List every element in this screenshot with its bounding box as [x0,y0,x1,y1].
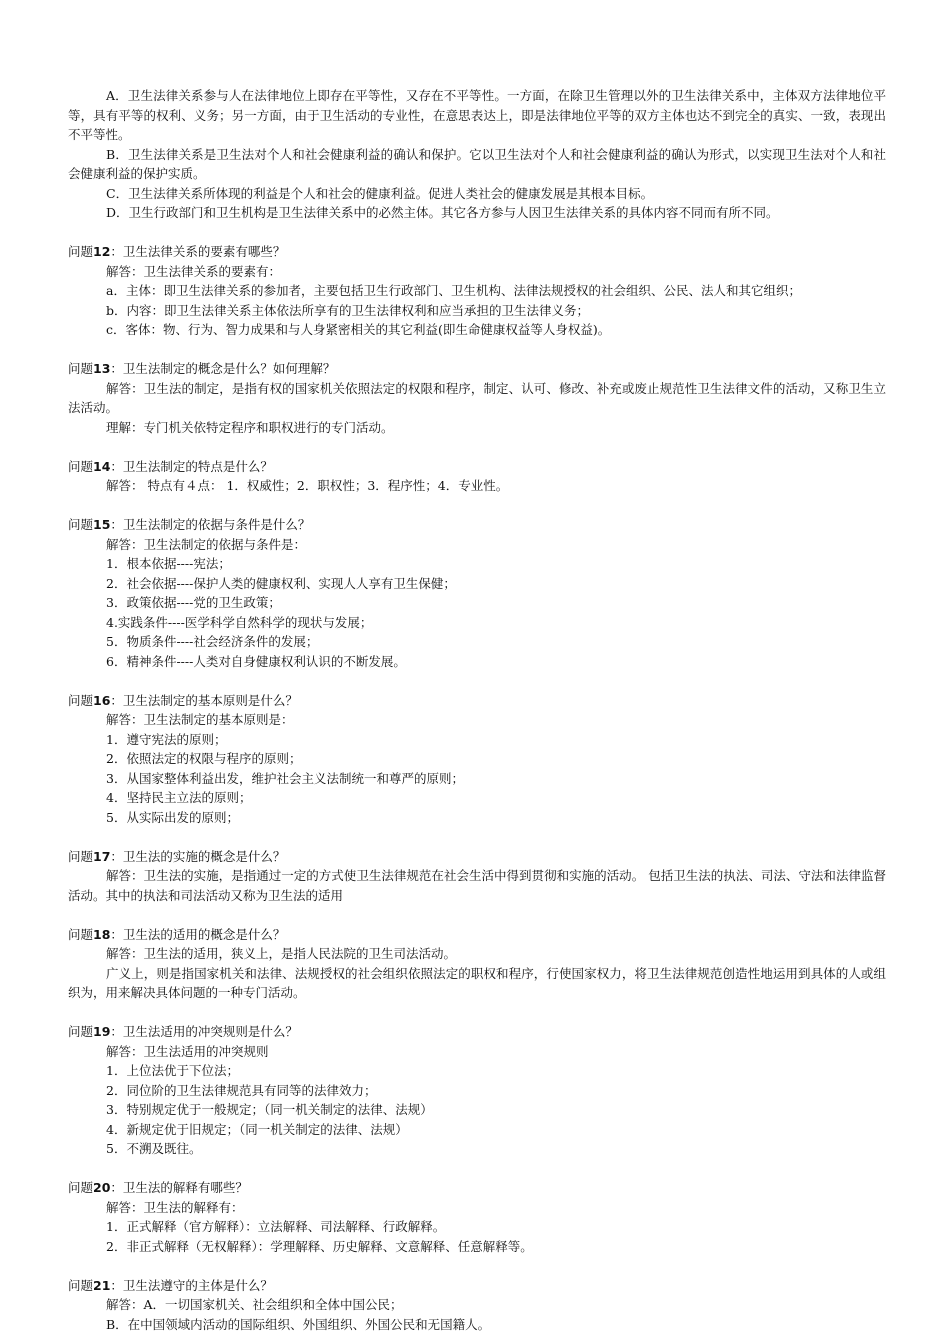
answer-line: b．内容：即卫生法律关系主体依法所享有的卫生法律权利和应当承担的卫生法律义务； [106,302,590,318]
answer-line: 解答：A．一切国家机关、社会组织和全体中国公民； [106,1297,403,1312]
answer-line: 解答：卫生法的实施，是指通过一定的方式使卫生法律规范在社会生活中得到贯彻和实施的活动。 包括卫生法的执法、司法、守法和法律监督活动。其中的执法和司法活动又称为卫生法的适用 [68,868,886,903]
question-heading: 问题19：卫生法适用的冲突规则是什么？ [68,1024,298,1039]
intro-paragraph-d: D．卫生行政部门和卫生机构是卫生法律关系中的必然主体。其它各方参与人因卫生法律关系的具体内容不同而有所不同。 [106,205,779,220]
question-heading: 问题20：卫生法的解释有哪些？ [68,1180,248,1195]
question-17 [68,847,886,906]
answer-line: 2．依照法定的权限与程序的原则； [106,751,302,766]
answer-line: 1．上位法优于下位法； [106,1063,239,1078]
question-heading: 问题18：卫生法的适用的概念是什么？ [68,926,286,942]
answer-line: 解答：卫生法的适用，狭义上，是指人民法院的卫生司法活动。 [106,946,457,961]
answer-line: 解答：卫生法适用的冲突规则 [106,1043,269,1059]
answer-line: 2．同位阶的卫生法律规范具有同等的法律效力； [106,1082,377,1098]
answer-line: 1．遵守宪法的原则； [106,731,227,747]
answer-line: 3．政策依据----党的卫生政策； [106,595,281,610]
answer-line: 1．正式解释（官方解释）：立法解释、司法解释、行政解释。 [106,1219,446,1234]
question-15 [68,515,886,671]
question-heading: 问题14：卫生法制定的特点是什么？ [68,458,273,474]
question-heading: 问题17：卫生法的实施的概念是什么？ [68,848,286,864]
question-13 [68,359,886,437]
answer-line: 4．坚持民主立法的原则； [106,790,252,805]
question-heading: 问题12：卫生法律关系的要素有哪些？ [68,244,286,259]
answer-line: 解答：卫生法制定的依据与条件是： [106,536,307,552]
answer-line: 5．物质条件----社会经济条件的发展； [106,634,319,649]
question-12 [68,242,886,340]
answer-line: 6．精神条件----人类对自身健康权利认识的不断发展。 [106,653,406,669]
answer-line: 解答：卫生法的制定，是指有权的国家机关依照法定的权限和程序，制定、认可、修改、补充或废止规范性卫生法律文件的活动，又称卫生立法活动。 [68,380,886,415]
question-19 [68,1022,886,1159]
answer-line: 5．从实际出发的原则； [106,809,239,825]
answer-line: c．客体：物、行为、智力成果和与人身紧密相关的其它利益(即生命健康权益等人身权益)。 [106,322,611,337]
answer-line: 5．不溯及既往。 [106,1141,202,1156]
intro-paragraph-c: C．卫生法律关系所体现的利益是个人和社会的健康利益。促进人类社会的健康发展是其根本目标。 [106,185,654,201]
intro-paragraph-b: B．卫生法律关系是卫生法对个人和社会健康利益的确认和保护。它以卫生法对个人和社会健康利益的确认为形式，以实现卫生法对个人和社会健康利益的保护实质。 [68,146,886,181]
answer-line: 2．社会依据----保护人类的健康权利、实现人人享有卫生保健； [106,575,456,591]
answer-line: B．在中国领域内活动的国际组织、外国组织、外国公民和无国籍人。 [106,1316,491,1332]
answer-line: 4．新规定优于旧规定；（同一机关制定的法律、法规） [106,1121,408,1137]
answer-line: 2．非正式解释（无权解释）：学理解释、历史解释、文意解释、任意解释等。 [106,1238,533,1254]
answer-line: 解答： 特点有４点： 1．权威性；2．职权性；3．程序性；4．专业性。 [106,478,509,493]
answer-line: 1．根本依据----宪法； [106,556,231,571]
answer-line: 3．从国家整体利益出发，维护社会主义法制统一和尊严的原则； [106,770,464,786]
question-heading: 问题13：卫生法制定的概念是什么？如何理解？ [68,361,336,376]
answer-line: 解答：卫生法律关系的要素有： [106,263,282,279]
question-heading: 问题15：卫生法制定的依据与条件是什么？ [68,517,311,532]
answer-line: 广义上，则是指国家机关和法律、法规授权的社会组织依照法定的职权和程序，行使国家权力，将卫生法律规范创造性地运用到具体的人或组织为，用来解决具体问题的一种专门活动。 [68,965,886,1000]
question-18 [68,925,886,1003]
intro-paragraph-a: A．卫生法律关系参与人在法律地位上即存在平等性，又存在不平等性。一方面，在除卫生管理以外的卫生法律关系中，主体双方法律地位平等，具有平等的权利、义务；另一方面，由于卫生活动的专业性，在意思表达上，即是法律地位平等的双方主体也达不到完全的真实、一致，表现出不平等性。 [68,88,886,142]
answer-line: 3．特别规定优于一般规定；（同一机关制定的法律、法规） [106,1102,433,1117]
answer-line: 理解：专门机关依特定程序和职权进行的专门活动。 [106,419,394,435]
intro-section [68,86,886,223]
question-heading: 问题16：卫生法制定的基本原则是什么？ [68,692,298,708]
answer-line: 4.实践条件----医学科学自然科学的现状与发展； [106,614,373,630]
question-21 [68,1276,886,1335]
answer-line: 解答：卫生法制定的基本原则是： [106,712,294,727]
answer-line: 解答：卫生法的解释有： [106,1199,244,1215]
question-heading: 问题21：卫生法遵守的主体是什么？ [68,1277,273,1293]
question-20 [68,1178,886,1256]
answer-line: a．主体：即卫生法律关系的参加者，主要包括卫生行政部门、卫生机构、法律法规授权的社会组织、公民、法人和其它组织； [106,283,801,298]
question-14 [68,457,886,496]
question-16 [68,691,886,828]
